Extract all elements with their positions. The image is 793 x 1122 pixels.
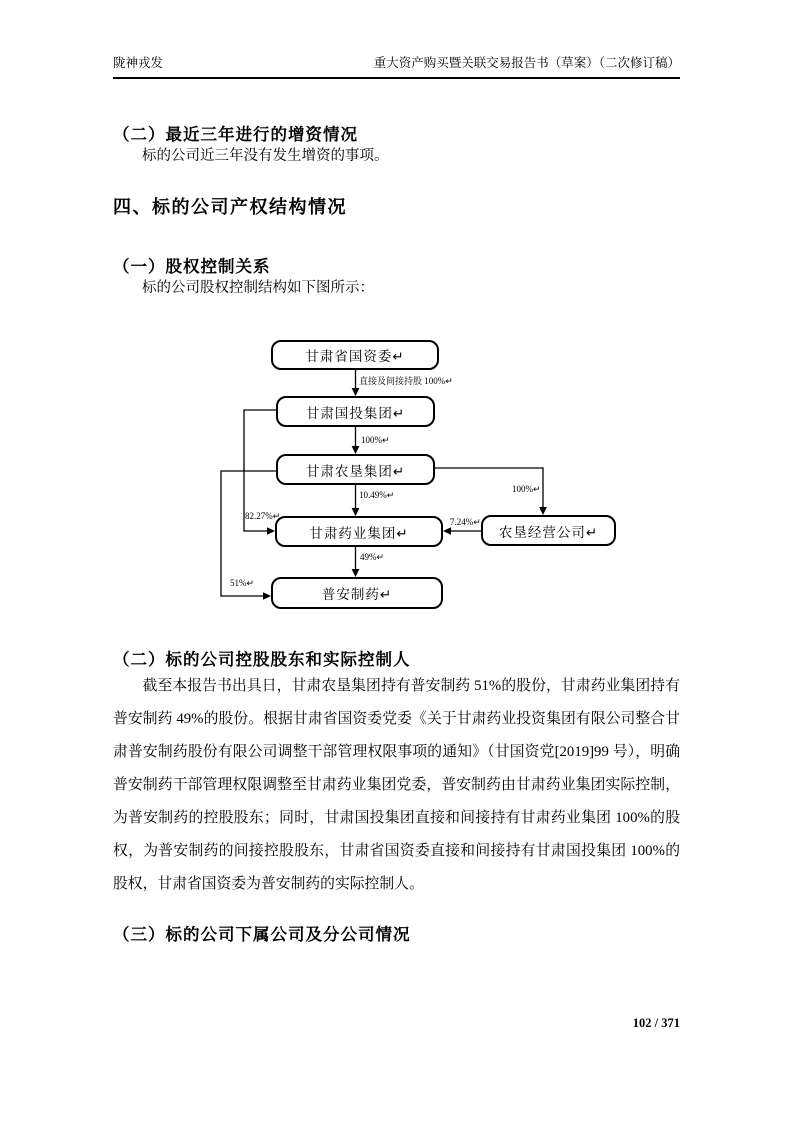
diagram-node-gansu-sasac <box>271 340 439 370</box>
edge-label-51: 51%↵ <box>230 578 255 588</box>
paragraph-structure-intro: 标的公司股权控制结构如下图所示： <box>142 280 374 296</box>
edge-label-82-27: 82.27%↵ <box>245 511 281 521</box>
paragraph-controlling-shareholder: 截至本报告书出具日，甘肃农垦集团持有普安制药 51%的股份，甘肃药业集团持有普安制药 49%的股份。根据甘肃省国资委党委《关于甘肃药业投资集团有限公司整合甘肃普安制药股份有限公司调整干部管理权限事项的通知》（甘国资党[2019]99 号），明确普安制药干部管理权限调整至甘肃药业集团党委，普安制药由甘肃药业集团实际控制，为普安制药的控股股东；同时，甘肃国投集团直接和间接持有甘肃药业集团 100%的股权，为普安制药的间接控股股东，甘肃省国资委直接和间接持有甘肃国投集团 100%的股权，甘肃省国资委为普安制药的实际控制人。 <box>113 678 680 892</box>
edge-label-49: 49%↵ <box>360 552 385 562</box>
heading-capital-increase: （二）最近三年进行的增资情况 <box>113 126 358 144</box>
paragraph-no-capital-increase: 标的公司近三年没有发生增资的事项。 <box>142 148 389 164</box>
edge-label-10-49: 10.49%↵ <box>359 490 395 500</box>
diagram-node-gansu-nongken-group <box>276 454 435 485</box>
diagram-node-gansu-guotou-group <box>276 396 435 427</box>
heading-subsidiaries: （三）标的公司下属公司及分公司情况 <box>113 926 411 944</box>
node-label: 普安制药↵ <box>321 587 393 602</box>
equity-structure-diagram <box>113 334 680 634</box>
node-label: 甘肃药业集团↵ <box>309 525 409 541</box>
diagram-node-gansu-pharma-group <box>275 516 443 547</box>
diagram-node-nongken-operating-co <box>481 515 616 546</box>
edge-label-100-guotou-nongken: 100%↵ <box>361 435 390 445</box>
node-label: 甘肃农垦集团↵ <box>305 463 406 479</box>
edge-label-direct-indirect-100: 直接及间接持股 100%↵ <box>359 376 453 386</box>
heading-chapter-four: 四、标的公司产权结构情况 <box>113 197 347 217</box>
header-left-title: 陇神戎发 <box>113 56 164 70</box>
edge-label-7-24: 7.24%↵ <box>450 517 481 527</box>
heading-controlling-shareholder: （二）标的公司控股股东和实际控制人 <box>113 651 411 669</box>
page-number: 102 / 371 <box>632 1016 680 1030</box>
page-header <box>113 0 680 79</box>
node-label: 甘肃省国资委↵ <box>305 349 405 364</box>
diagram-node-puan-pharma <box>271 577 443 609</box>
node-label: 农垦经营公司↵ <box>498 524 599 540</box>
heading-equity-control: （一）股权控制关系 <box>113 258 271 276</box>
edge-label-100-nongken-jingying: 100%↵ <box>512 484 541 494</box>
header-right-title: 重大资产购买暨关联交易报告书（草案）（二次修订稿） <box>373 56 680 70</box>
node-label: 甘肃国投集团↵ <box>305 405 406 421</box>
